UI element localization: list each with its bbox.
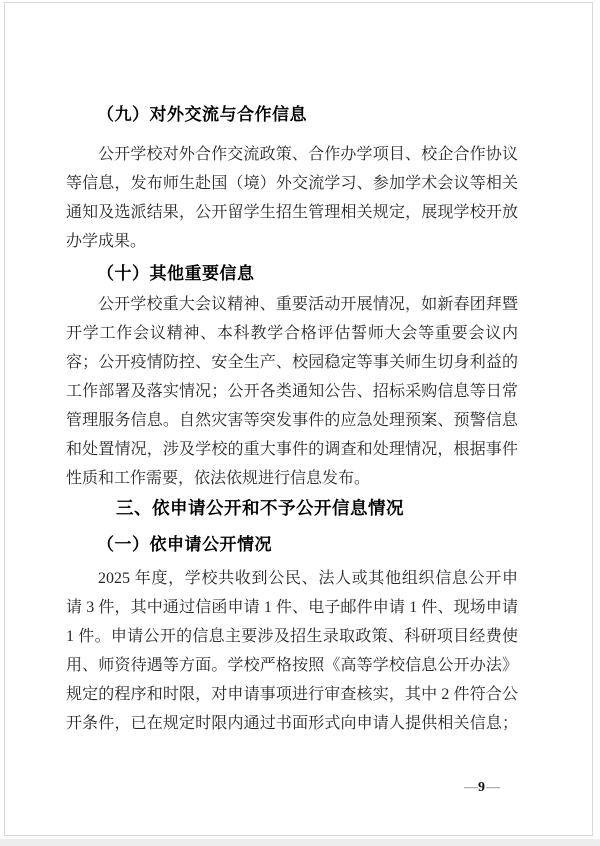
paragraph-line: 开学工作会议精神、本科教学合格评估誓师大会等重要会议内 (66, 325, 518, 342)
paragraph-line: 请 3 件，其中通过信函申请 1 件、电子邮件申请 1 件、现场申请 (66, 599, 518, 616)
section-heading-3-1: （一）依申请公开情况 (97, 535, 272, 554)
paragraph-line: 规定的程序和时限，对申请事项进行审查核实，其中 2 件符合公 (66, 686, 518, 703)
page-number-value: 9 (478, 780, 485, 795)
paragraph-line: 开条件，已在规定时限内通过书面形式向申请人提供相关信息； (66, 715, 518, 732)
paragraph-line: 公开学校重大会议精神、重要活动开展情况，如新春团拜暨 (98, 296, 518, 313)
paragraph-section-10 (66, 290, 518, 493)
paragraph-line: 通知及选派结果，公开留学生招生管理相关规定，展现学校开放 (66, 204, 518, 221)
paragraph-section-3-1 (66, 564, 518, 738)
paragraph-line: 用、师资待遇等方面。学校严格按照《高等学校信息公开办法》 (66, 657, 518, 674)
paragraph-line: 性质和工作需要，依法依规进行信息发布。 (66, 470, 371, 487)
section-heading-9: （九）对外交流与合作信息 (97, 105, 307, 124)
chapter-heading-3: 三、依申请公开和不予公开信息情况 (116, 498, 404, 518)
canvas-bottom-strip (0, 839, 600, 846)
paragraph-line: 等信息，发布师生赴国（境）外交流学习、参加学术会议等相关 (66, 175, 518, 192)
paragraph-line: 工作部署及落实情况；公开各类通知公告、招标采购信息等日常 (66, 383, 518, 400)
paragraph-line: 公开学校对外合作交流政策、合作办学项目、校企合作协议 (98, 146, 518, 163)
section-heading-10: （十）其他重要信息 (97, 264, 255, 283)
paragraph-line: 办学成果。 (66, 233, 147, 250)
paragraph-line: 管理服务信息。自然灾害等突发事件的应急处理预案、预警信息 (66, 412, 518, 429)
paragraph-line: 容；公开疫情防控、安全生产、校园稳定等事关师生切身利益的 (66, 354, 518, 371)
document-page (4, 2, 593, 836)
paragraph-line: 2025 年度，学校共收到公民、法人或其他组织信息公开申 (98, 570, 518, 587)
paragraph-line: 和处置情况，涉及学校的重大事件的调查和处理情况，根据事件 (66, 441, 518, 458)
page-number (464, 778, 499, 798)
page-number-dash-left: — (464, 780, 477, 795)
paragraph-line: 1 件。申请公开的信息主要涉及招生录取政策、科研项目经费使 (66, 628, 518, 645)
paragraph-section-9 (66, 140, 518, 256)
page-content (66, 3, 518, 833)
page-number-dash-right: — (486, 780, 499, 795)
